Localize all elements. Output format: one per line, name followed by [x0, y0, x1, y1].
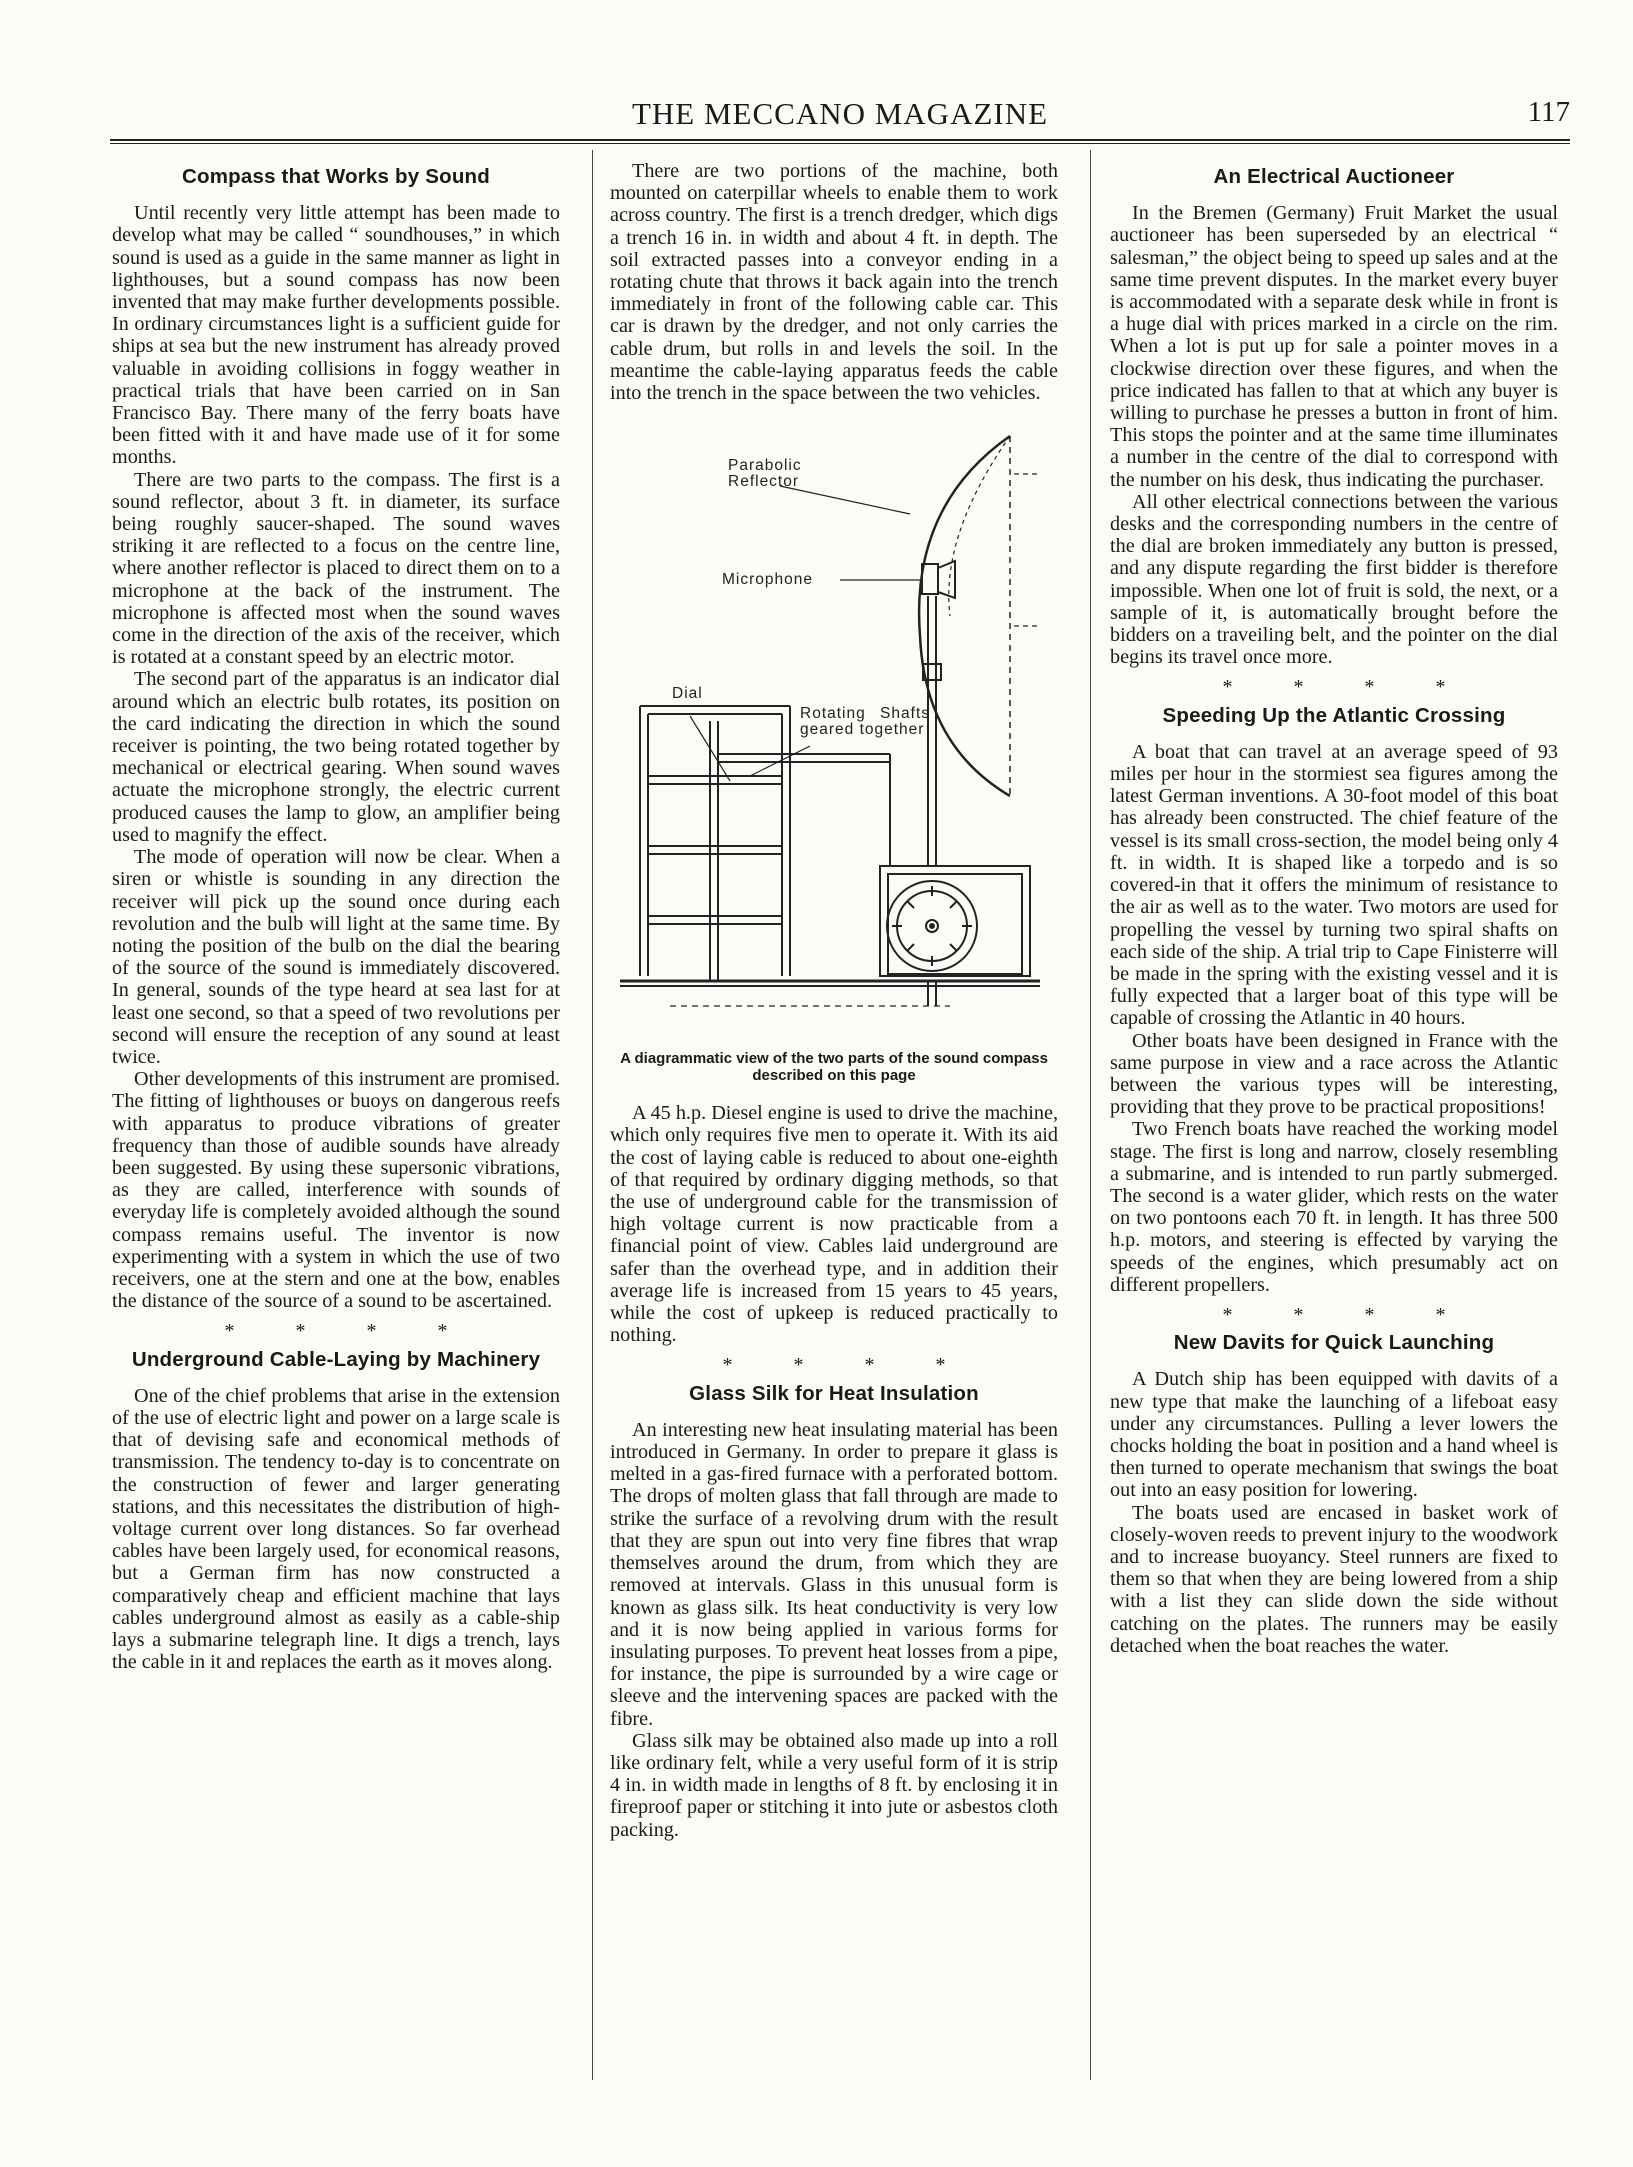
- header-rule-thin: [110, 143, 1570, 144]
- paragraph: Other boats have been designed in France with the same purpose in view and a race across the Atlantic between the various types will be interesting, providing that they prove to be practical propositions!: [1110, 1029, 1558, 1119]
- paragraph: A Dutch ship has been equipped with davits of a new type that make the launching of a lifeboat easy under any circumstances. Pulling a lever lowers the chocks holding the boat in position and a hand wheel is then turned to operate mechanism that swings the boat out into an easy position for lowering.: [1110, 1368, 1558, 1502]
- section-separator: * * * *: [224, 1320, 476, 1343]
- column-divider-1: [592, 150, 593, 2080]
- paragraph: There are two parts to the compass. The first is a sound reflector, about 3 ft. in diameter, its surface being roughly saucer-shaped. The sound waves striking it are reflected to a focus on the centre line, where another reflector is placed to direct them on to a microphone at the back of the instrument. The microphone is affected most when the sound waves come in the direction of the axis of the receiver, which is rotated at a constant speed by an electric motor.: [112, 468, 560, 669]
- paragraph: Two French boats have reached the working model stage. The first is long and narrow, closely resembling a submarine, and is intended to run partly submerged. The second is a water glider, which rests on the water on two pontoons each 70 ft. in length. It has three 500 h.p. motors, and steering is effected by varying the speeds of the engines, which presumably act on different propellers.: [1110, 1118, 1558, 1296]
- section-separator: * * * *: [1222, 676, 1474, 699]
- label-dial: Dial: [672, 685, 703, 703]
- paragraph: The boats used are encased in basket work of closely-woven reeds to prevent injury to the woodwork and to increase buoyancy. Steel runners are fixed to them so that when they are being lowered from a ship with a list they can slide down the side without catching on the plates. The runners may be easily detached when the boat reaches the water.: [1110, 1501, 1558, 1657]
- paragraph: The mode of operation will now be clear. When a siren or whistle is sounding in any direction the receiver will pick up the sound once during each revolution and the bulb will light at the same time. By noting the position of the bulb on the dial the bearing of the source of the sound is immediately discovered. In general, sounds of the type heard at sea last for at least one second, so that a speed of two revolutions per second will ensure the reception of any sound at least twice.: [112, 846, 560, 1068]
- label-rotating-shafts: Rotating Shafts geared together: [800, 705, 930, 739]
- section-separator: * * * *: [722, 1354, 974, 1377]
- paragraph: Other developments of this instrument are promised. The fitting of lighthouses or buoys on dangerous reefs with apparatus to produce vibrations of greater frequency than those of audible sounds have already been suggested. By using these supersonic vibrations, as they are called, interference with sounds of everyday life is completely avoided although the sound compass remains useful. The inventor is now experimenting with a system in which the use of two receivers, one at the stern and one at the bow, enables the distance of the source of a sound to be ascertained.: [112, 1068, 560, 1313]
- paragraph: There are two portions of the machine, both mounted on caterpillar wheels to enable them to work across country. The first is a trench dredger, which digs a trench 16 in. in width and about 4 ft. in depth. The soil extracted passes into a conveyor ending in a rotating chute that throws it back again into the trench immediately in front of the following cable car. This car is drawn by the dredger, and not only carries the cable drum, but rolls in and levels the soil. In the meantime the cable-laying apparatus feeds the cable into the trench in the space between the two vehicles.: [610, 160, 1058, 405]
- article-title-new-davits: New Davits for Quick Launching: [1173, 1331, 1495, 1355]
- column-1: [112, 160, 560, 1673]
- column-divider-2: [1090, 150, 1091, 2080]
- page-number: 117: [1527, 96, 1570, 128]
- paragraph: Glass silk may be obtained also made up into a roll like ordinary felt, while a very useful form of it is strip 4 in. in width made in lengths of 8 ft. by enclosing it in fireproof paper or stitching it into jute or asbestos cloth packing.: [610, 1729, 1058, 1841]
- column-2: [610, 160, 1058, 1841]
- label-microphone: Microphone: [722, 571, 813, 589]
- column-3: [1110, 160, 1558, 1657]
- paragraph: The second part of the apparatus is an indicator dial around which an electric bulb rotates, its position on the card indicating the direction in which the sound receiver is pointing, the two being rotated together by mechanical or electrical gearing. When sound waves actuate the microphone strongly, the electric current produced causes the lamp to glow, an amplifier being used to magnify the effect.: [112, 668, 560, 846]
- sound-compass-diagram: [610, 416, 1058, 1046]
- article-title-electrical-auctioneer: An Electrical Auctioneer: [1213, 165, 1455, 188]
- label-parabolic-reflector: Parabolic Reflector: [728, 457, 802, 491]
- paragraph: A boat that can travel at an average speed of 93 miles per hour in the stormiest sea figures among the latest German inventions. A 30-foot model of this boat has already been constructed. The chief feature of the vessel is its small cross-section, the model being only 4 ft. in width. It is shaped like a torpedo and is so covered-in that it offers the minimum of resistance to the air as well as to the water. Two motors are used for propelling the vessel by turning two spiral shafts on each side of the ship. A trial trip to Cape Finisterre will be made in the spring with the existing vessel and it is fully expected that a larger boat of this type will be capable of crossing the Atlantic in 40 hours.: [1110, 740, 1558, 1030]
- paragraph: In the Bremen (Germany) Fruit Market the usual auctioneer has been superseded by an electrical “ salesman,” the object being to speed up sales and at the same time prevent disputes. In the market every buyer is accommodated with a separate desk while in front is a huge dial with prices marked in a circle on the rim. When a lot is put up for sale a pointer moves in a clockwise direction over these figures, and when the price indicated has fallen to that at which any buyer is willing to purchase he presses a button in front of him. This stops the pointer and at the same time illuminates a number in the centre of the dial to correspond with the number on his desk, thus indicating the purchaser.: [1110, 202, 1558, 491]
- figure-caption: A diagrammatic view of the two parts of the sound compass described on this page: [620, 1050, 1048, 1085]
- header-rule: [110, 139, 1570, 141]
- paragraph: Until recently very little attempt has been made to develop what may be called “ soundhouses,” in which sound is used as a guide in the same manner as light in lighthouses, but a sound compass has now been invented that may make further developments possible. In ordinary circumstances light is a sufficient guide for ships at sea but the new instrument has already proved valuable in avoiding collisions in foggy weather in practical trials that have been carried on in San Francisco Bay. There many of the ferry boats have been fitted with it and have made use of it for some months.: [112, 202, 560, 469]
- article-title-cable-laying: Underground Cable-Laying by Machinery: [131, 1347, 541, 1371]
- paragraph: One of the chief problems that arise in the extension of the use of electric light and power on a large scale is that of devising safe and economical methods of transmission. The tendency to-day is to concentrate on the construction of fewer and larger generating stations, and this necessitates the distribution of high-voltage current over long distances. So far overhead cables have been largely used, for economical reasons, but a German firm has now constructed a comparatively cheap and efficient machine that lays cables underground almost as easily as a cable-ship lays a submarine telegraph line. It digs a trench, lays the cable in it and replaces the earth as it moves along.: [112, 1384, 560, 1674]
- article-title-sound-compass: Compass that Works by Sound: [181, 165, 490, 188]
- paragraph: A 45 h.p. Diesel engine is used to drive the machine, which only requires five men to operate it. With its aid the cost of laying cable is reduced to about one-eighth of that required by ordinary digging methods, so that the use of underground cable for the transmission of high voltage current is now practicable from a financial point of view. Cables laid underground are safer than the overhead type, and in addition their average life is increased from 15 years to 45 years, while the cost of upkeep is reduced practically to nothing.: [610, 1102, 1058, 1347]
- masthead: [110, 96, 1570, 136]
- article-title-glass-silk: Glass Silk for Heat Insulation: [689, 1381, 979, 1405]
- paragraph: An interesting new heat insulating material has been introduced in Germany. In order to prepare it glass is melted in a gas-fired furnace with a perforated bottom. The drops of molten glass that fall through are made to strike the surface of a revolving drum with the result that they are spun out into very fine fibres that wrap themselves around the drum, from which they are removed at intervals. Glass in this unusual form is known as glass silk. Its heat conductivity is very low and it is now being applied in various forms for insulating purposes. To prevent heat losses from a pipe, for instance, the pipe is surrounded by a wire cage or sleeve and the intervening spaces are packed with the fibre.: [610, 1418, 1058, 1730]
- magazine-title: THE MECCANO MAGAZINE: [631, 96, 1049, 131]
- article-title-atlantic-crossing: Speeding Up the Atlantic Crossing: [1162, 703, 1506, 727]
- section-separator: * * * *: [1222, 1303, 1474, 1326]
- paragraph: All other electrical connections between the various desks and the corresponding numbers in the centre of the dial are broken immediately any button is pressed, and any dispute regarding the first bidder is therefore impossible. When one lot of fruit is sold, the next, or a sample of it, is automatically brought before the bidders on a traveiling belt, and the pointer on the dial begins its travel once more.: [1110, 490, 1558, 669]
